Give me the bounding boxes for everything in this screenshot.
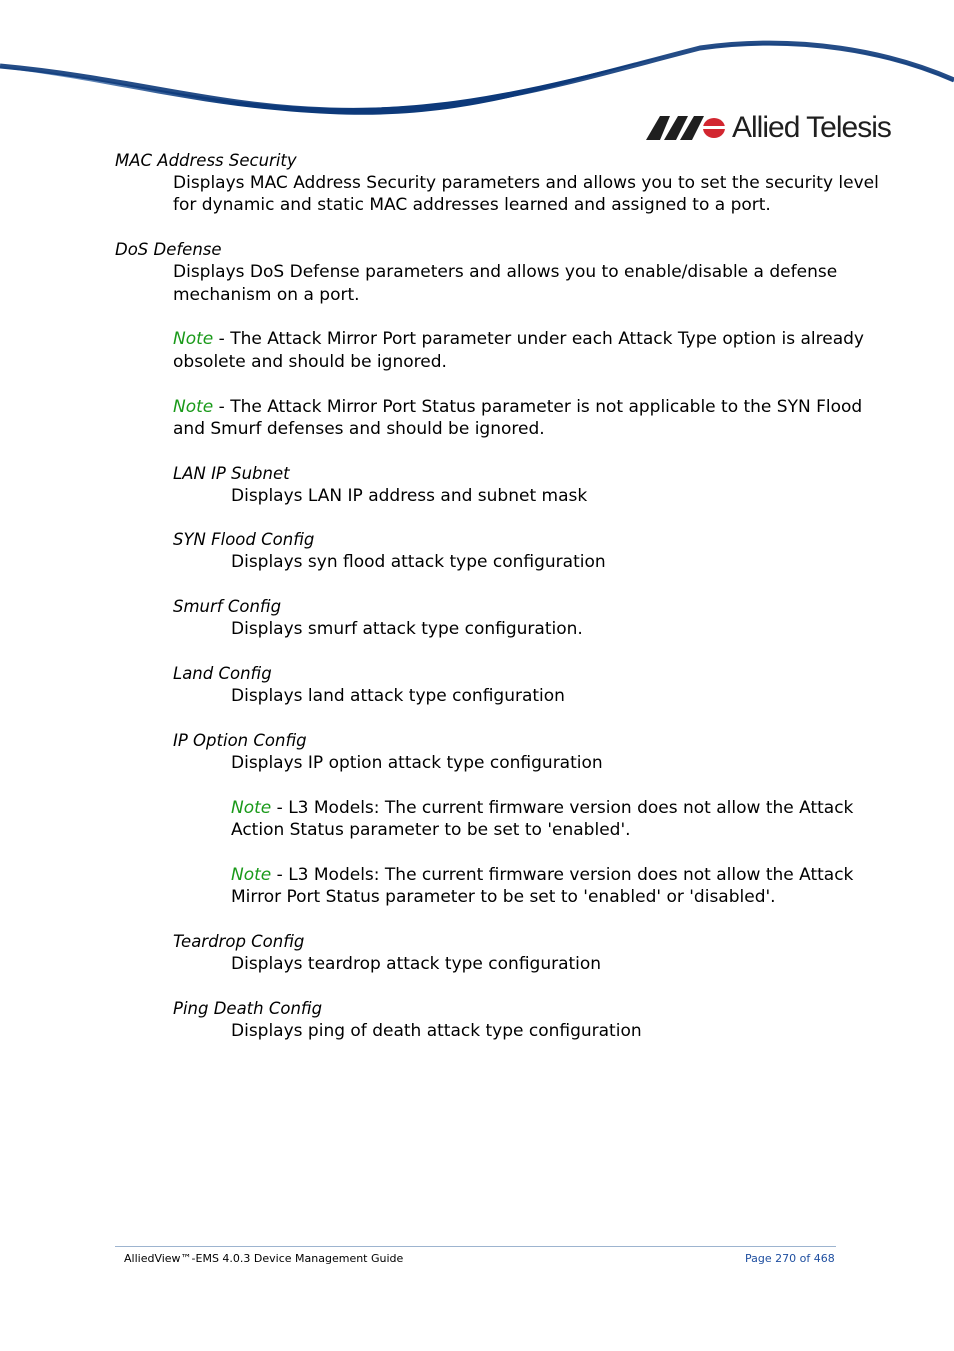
note-label: Note (231, 865, 272, 885)
note-ipopt-1-line-2: Action Status parameter to be set to 'enabled'. (231, 820, 631, 840)
note-text: - L3 Models: The current firmware version does not allow the Attack (271, 798, 854, 818)
footer-doc-title: AlliedView™-EMS 4.0.3 Device Management Guide (124, 1252, 404, 1265)
note-ipopt-1 (231, 797, 853, 819)
note-label: Note (173, 329, 214, 349)
footer-divider (115, 1246, 836, 1247)
note-dos-1 (173, 328, 864, 350)
desc-ping-death-config: Displays ping of death attack type configuration (231, 1021, 642, 1041)
desc-teardrop-config: Displays teardrop attack type configuration (231, 954, 602, 974)
term-teardrop-config: Teardrop Config (173, 932, 305, 951)
term-ip-option-config: IP Option Config (173, 731, 307, 750)
desc-lan-ip-subnet: Displays LAN IP address and subnet mask (231, 486, 588, 506)
footer-page-number: Page 270 of 468 (745, 1252, 835, 1265)
desc-smurf-config: Displays smurf attack type configuration. (231, 619, 583, 639)
term-syn-flood-config: SYN Flood Config (173, 530, 315, 549)
term-ping-death-config: Ping Death Config (173, 999, 323, 1018)
note-ipopt-2 (231, 864, 853, 886)
desc-land-config: Displays land attack type configuration (231, 686, 565, 706)
desc-syn-flood-config: Displays syn flood attack type configuration (231, 552, 606, 572)
term-mac-address-security: MAC Address Security (115, 151, 297, 170)
note-dos-1-line-2: obsolete and should be ignored. (173, 352, 447, 372)
note-label: Note (173, 397, 214, 417)
note-ipopt-2-line-2: Mirror Port Status parameter to be set to 'enabled' or 'disabled'. (231, 887, 776, 907)
logo-mark-icon (646, 116, 726, 140)
note-text: - The Attack Mirror Port parameter under each Attack Type option is already (213, 329, 864, 349)
term-lan-ip-subnet: LAN IP Subnet (173, 464, 290, 483)
logo-wordmark: Allied Telesis (732, 111, 891, 144)
note-label: Note (231, 798, 272, 818)
note-text: - The Attack Mirror Port Status parameter is not applicable to the SYN Flood (213, 397, 863, 417)
term-dos-defense: DoS Defense (115, 240, 222, 259)
term-smurf-config: Smurf Config (173, 597, 282, 616)
note-dos-2-line-2: and Smurf defenses and should be ignored. (173, 419, 545, 439)
desc-dos-line-1: Displays DoS Defense parameters and allows you to enable/disable a defense (173, 262, 838, 282)
desc-ip-option-config: Displays IP option attack type configuration (231, 753, 603, 773)
note-dos-2 (173, 396, 862, 418)
term-land-config: Land Config (173, 664, 272, 683)
allied-telesis-logo (646, 110, 906, 146)
note-text: - L3 Models: The current firmware version does not allow the Attack (271, 865, 854, 885)
desc-dos-line-2: mechanism on a port. (173, 285, 360, 305)
desc-mac-line-1: Displays MAC Address Security parameters and allows you to set the security level (173, 173, 879, 193)
desc-mac-line-2: for dynamic and static MAC addresses learned and assigned to a port. (173, 195, 771, 215)
